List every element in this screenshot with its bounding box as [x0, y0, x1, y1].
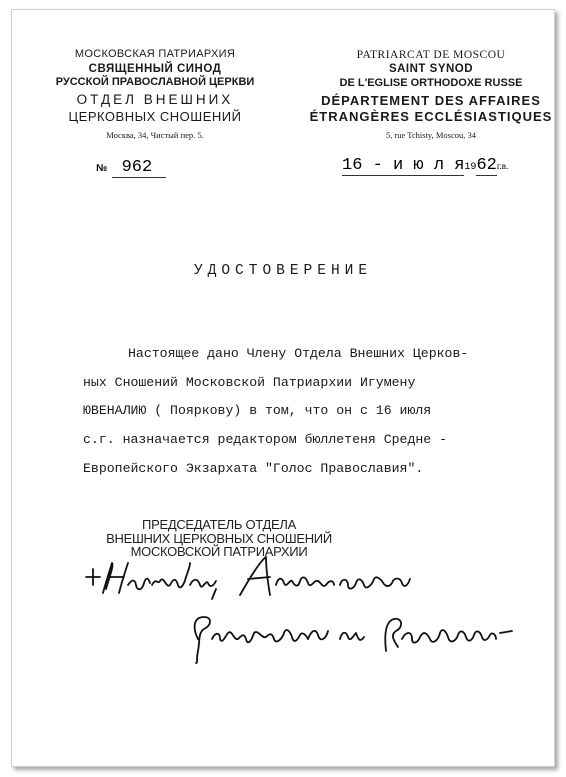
- body-line-1: Настоящее дано Члену Отдела Внешних Церков-: [128, 346, 469, 361]
- signature-title-line3: МОСКОВСКОЙ ПАТРИАРХИИ: [130, 544, 308, 560]
- body-line-4: с.г. назначается редактором бюллетеня Средне -: [83, 432, 448, 447]
- body-line-3: ЮВЕНАЛИЮ ( Пояркову) в том, что он с 16 июля: [83, 403, 432, 418]
- year-value: 62: [476, 156, 497, 175]
- letterhead-left-line2: СВЯЩЕННЫЙ СИНОД: [88, 62, 222, 75]
- body-line-5: Европейского Экзархата "Голос Православия".: [83, 461, 424, 476]
- document-page: [11, 9, 555, 767]
- document-title: УДОСТОВЕРЕНИЕ: [193, 263, 373, 279]
- number-label: №: [96, 163, 108, 174]
- number-value: 962: [112, 158, 167, 178]
- letterhead-left-line4: ОТДЕЛ ВНЕШНИХ: [76, 91, 234, 107]
- signature-title-line2: ВНЕШНИХ ЦЕРКОВНЫХ СНОШЕНИЙ: [106, 530, 332, 546]
- signature-block: [94, 518, 344, 559]
- letterhead-right: [308, 48, 554, 141]
- year-suffix: г.в.: [496, 161, 509, 171]
- letterhead-left-line5: ЦЕРКОВНЫХ СНОШЕНИЙ: [68, 108, 242, 124]
- handwritten-signature: [72, 555, 542, 665]
- body-line-2: ных Сношений Московской Патриархии Игумену: [83, 375, 416, 390]
- reference-date: [342, 156, 508, 176]
- letterhead-left-line3: РУССКОЙ ПРАВОСЛАВНОЙ ЦЕРКВИ: [55, 76, 255, 89]
- letterhead-right-line4: DÉPARTEMENT DES AFFAIRES: [321, 92, 541, 108]
- letterhead-right-line3: DE L'EGLISE ORTHODOXE RUSSE: [339, 76, 523, 89]
- year-prefix: 19: [464, 162, 477, 173]
- reference-number: [96, 158, 166, 178]
- date-value: 16 - и ю л я: [342, 156, 465, 175]
- letterhead-left-line1: МОСКОВСКАЯ ПАТРИАРХИЯ: [74, 48, 236, 60]
- letterhead-right-address: 5, rue Tchisty, Moscou, 34: [385, 130, 477, 140]
- letterhead-right-line1: PATRIARCAT DE MOSCOU: [356, 49, 506, 61]
- letterhead-right-line2: SAINT SYNOD: [388, 63, 474, 76]
- signature-title-line1: ПРЕДСЕДАТЕЛЬ ОТДЕЛА: [142, 517, 296, 532]
- letterhead-left: [12, 48, 298, 141]
- letterhead-left-address: Москва, 34, Чистый пер. 5.: [106, 130, 204, 140]
- letterhead-right-line5: ÉTRANGÈRES ECCLÉSIASTIQUES: [309, 108, 553, 124]
